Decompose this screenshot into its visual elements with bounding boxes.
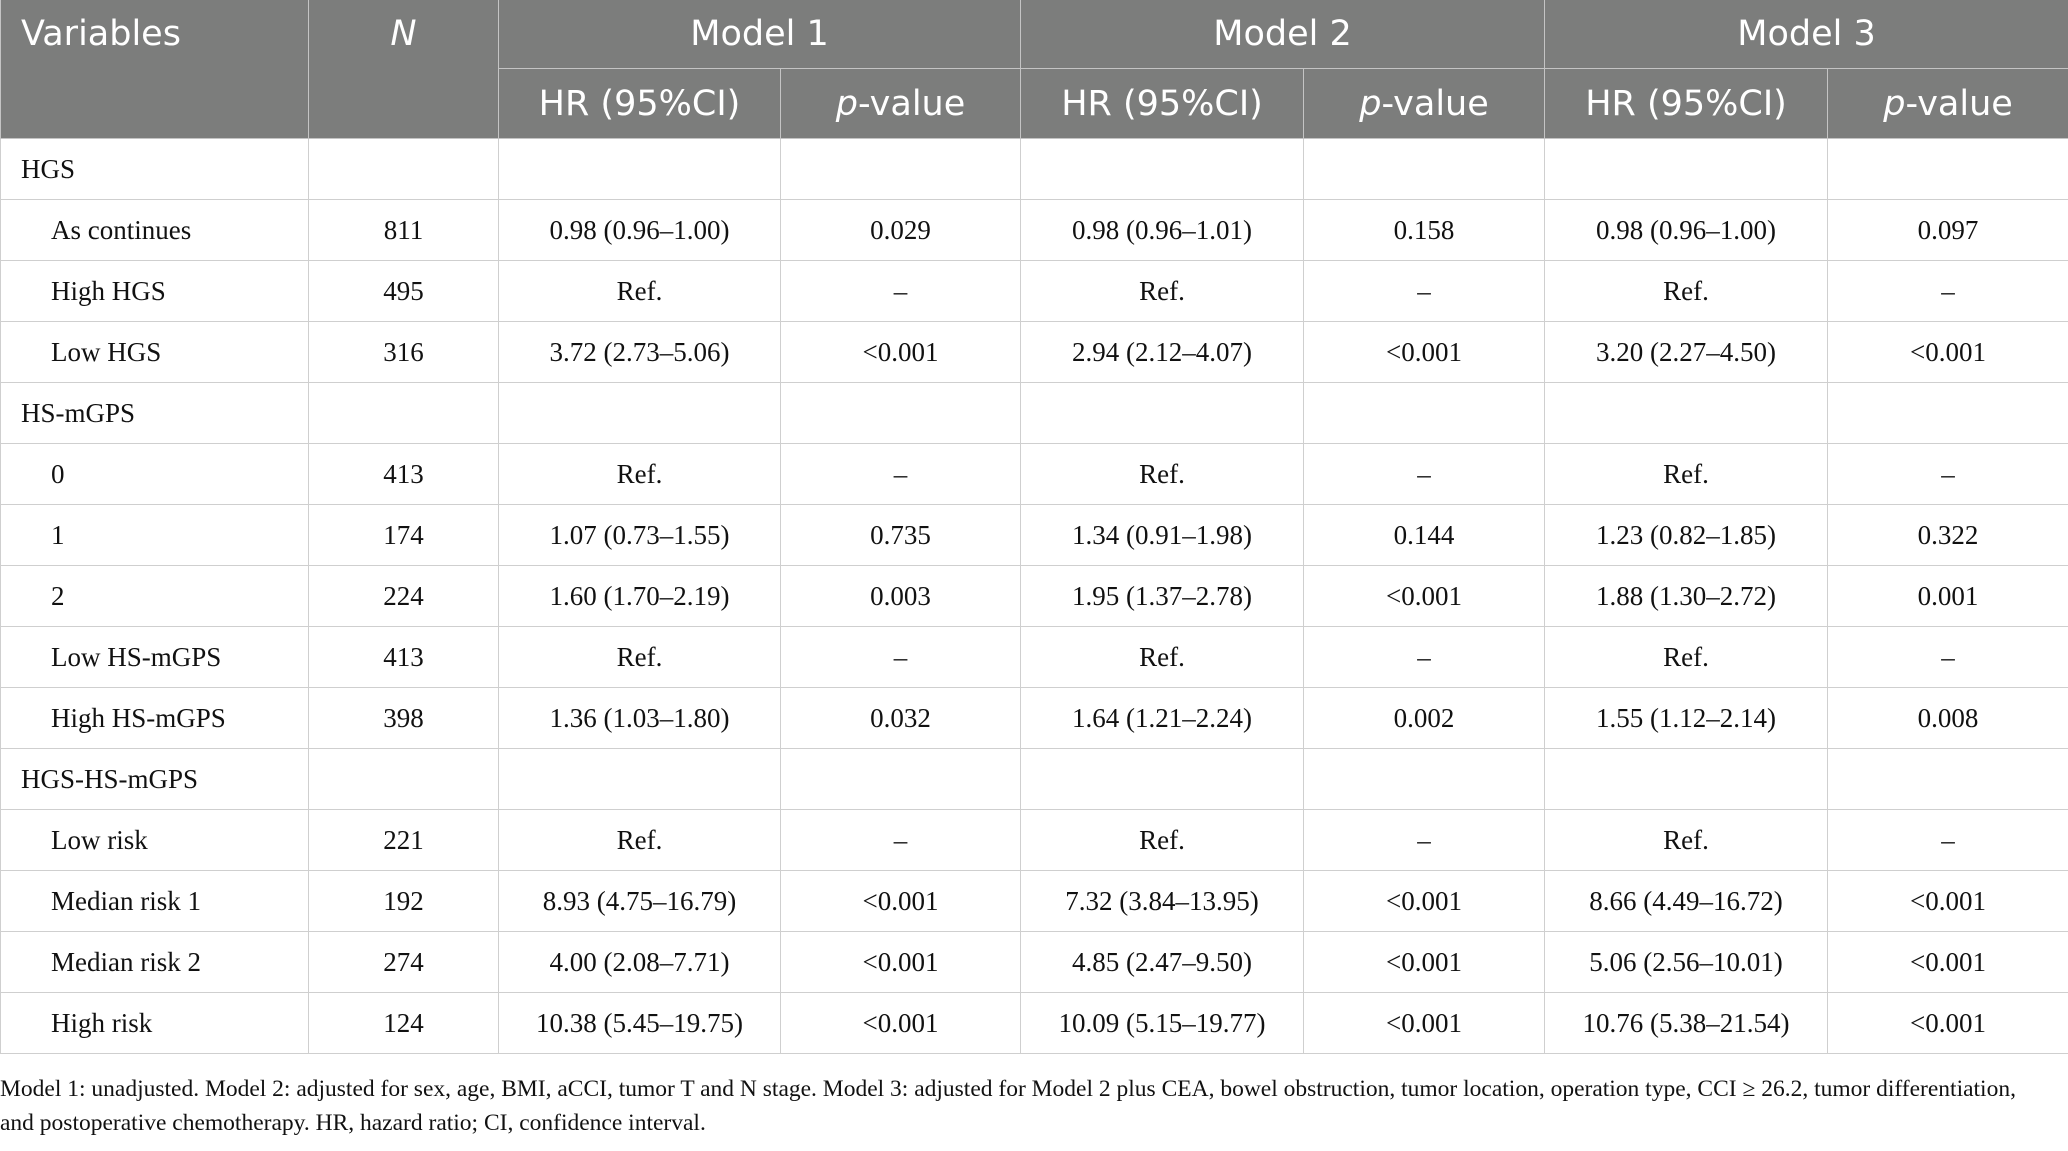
cell-model3-p <box>1828 383 2068 444</box>
p-suffix: -value <box>1905 83 2013 124</box>
cell-model1-p: <0.001 <box>781 993 1021 1054</box>
table-row <box>1 688 2068 749</box>
cell-model2-p <box>1304 139 1545 200</box>
cell-model2-p: <0.001 <box>1304 993 1545 1054</box>
cell-n: 221 <box>309 810 499 871</box>
cell-model3-p: – <box>1828 810 2068 871</box>
cell-model3-hr: 1.88 (1.30–2.72) <box>1545 566 1828 627</box>
cell-model3-p: 0.001 <box>1828 566 2068 627</box>
cell-model2-p <box>1304 383 1545 444</box>
table-footnote: Model 1: unadjusted. Model 2: adjusted for sex, age, BMI, aCCI, tumor T and N stage. Model 3: adjusted for Model 2 plus CEA, bowel obstruction, tumor location, operation type, CCI ≥ 26.2, tumor differentiation, and postoperative chemotherapy. HR, hazard ratio; CI, confidence interval. <box>0 1076 2016 1136</box>
cell-model3-p: <0.001 <box>1828 993 2068 1054</box>
cell-model3-p: <0.001 <box>1828 322 2068 383</box>
cell-model2-p: 0.158 <box>1304 200 1545 261</box>
cell-model1-p: 0.003 <box>781 566 1021 627</box>
table-row <box>1 505 2068 566</box>
cell-model2-p: <0.001 <box>1304 871 1545 932</box>
group-label: HS-mGPS <box>1 383 309 444</box>
header-model-2: Model 2 <box>1021 0 1545 69</box>
row-label: High risk <box>1 993 309 1054</box>
cell-model2-hr: 4.85 (2.47–9.50) <box>1021 932 1304 993</box>
table-row <box>1 139 2068 200</box>
cell-model3-hr: Ref. <box>1545 627 1828 688</box>
table-row <box>1 810 2068 871</box>
cell-n <box>309 749 499 810</box>
table-row <box>1 749 2068 810</box>
cell-model2-hr <box>1021 383 1304 444</box>
cell-model1-p: <0.001 <box>781 932 1021 993</box>
cell-model1-p: – <box>781 444 1021 505</box>
header-pvalue-model-1 <box>781 69 1021 139</box>
header-hr-model-1: HR (95%CI) <box>499 69 781 139</box>
row-label: Median risk 2 <box>1 932 309 993</box>
cell-n: 413 <box>309 444 499 505</box>
cell-model2-hr: Ref. <box>1021 444 1304 505</box>
cell-model3-hr <box>1545 139 1828 200</box>
cell-model1-p <box>781 139 1021 200</box>
cell-model3-p: – <box>1828 444 2068 505</box>
table-row <box>1 322 2068 383</box>
cell-model2-p <box>1304 749 1545 810</box>
cell-model2-hr: 1.95 (1.37–2.78) <box>1021 566 1304 627</box>
cell-model3-hr: Ref. <box>1545 810 1828 871</box>
cell-model2-p: 0.144 <box>1304 505 1545 566</box>
cell-model2-p: <0.001 <box>1304 566 1545 627</box>
cell-model2-hr <box>1021 139 1304 200</box>
cell-model2-hr: 7.32 (3.84–13.95) <box>1021 871 1304 932</box>
row-label: 0 <box>1 444 309 505</box>
header-n: N <box>309 0 499 139</box>
cell-model3-hr: 0.98 (0.96–1.00) <box>1545 200 1828 261</box>
cell-model1-hr: 8.93 (4.75–16.79) <box>499 871 781 932</box>
cell-model1-hr: Ref. <box>499 444 781 505</box>
table-row <box>1 444 2068 505</box>
p-suffix: -value <box>857 83 966 124</box>
cell-n: 495 <box>309 261 499 322</box>
cell-model2-hr: 1.34 (0.91–1.98) <box>1021 505 1304 566</box>
cell-model3-hr: 10.76 (5.38–21.54) <box>1545 993 1828 1054</box>
cell-model2-hr: 10.09 (5.15–19.77) <box>1021 993 1304 1054</box>
cell-n: 811 <box>309 200 499 261</box>
p-letter: p <box>1883 83 1906 124</box>
cell-model1-p: <0.001 <box>781 322 1021 383</box>
cell-model2-hr <box>1021 749 1304 810</box>
group-label: HGS <box>1 139 309 200</box>
table-row <box>1 200 2068 261</box>
header-pvalue-model-3 <box>1828 69 2068 139</box>
row-label: 2 <box>1 566 309 627</box>
cell-model1-hr <box>499 139 781 200</box>
cell-model2-p: – <box>1304 261 1545 322</box>
cell-model3-hr: 1.55 (1.12–2.14) <box>1545 688 1828 749</box>
cell-model1-hr: Ref. <box>499 810 781 871</box>
cell-model1-hr: 1.36 (1.03–1.80) <box>499 688 781 749</box>
row-label: Low HS-mGPS <box>1 627 309 688</box>
table-row <box>1 566 2068 627</box>
table-row <box>1 871 2068 932</box>
cell-n: 224 <box>309 566 499 627</box>
cell-model1-p <box>781 383 1021 444</box>
cell-model3-p: <0.001 <box>1828 932 2068 993</box>
header-model-3: Model 3 <box>1545 0 2068 69</box>
cell-n <box>309 383 499 444</box>
cell-n: 192 <box>309 871 499 932</box>
group-label: HGS-HS-mGPS <box>1 749 309 810</box>
cell-n: 174 <box>309 505 499 566</box>
cell-model2-hr: Ref. <box>1021 261 1304 322</box>
cell-model1-p: <0.001 <box>781 871 1021 932</box>
cell-model1-hr: 4.00 (2.08–7.71) <box>499 932 781 993</box>
row-label: 1 <box>1 505 309 566</box>
table-row <box>1 261 2068 322</box>
cell-model3-p: – <box>1828 627 2068 688</box>
cell-model1-p: – <box>781 627 1021 688</box>
cell-model3-hr: Ref. <box>1545 261 1828 322</box>
row-label: Low HGS <box>1 322 309 383</box>
cell-model1-hr <box>499 749 781 810</box>
cell-model2-p: <0.001 <box>1304 322 1545 383</box>
cell-model1-hr: 3.72 (2.73–5.06) <box>499 322 781 383</box>
p-suffix: -value <box>1381 83 1489 124</box>
cell-model3-hr <box>1545 383 1828 444</box>
cell-model3-hr <box>1545 749 1828 810</box>
header-variables: Variables <box>1 0 309 139</box>
cell-model1-p: 0.032 <box>781 688 1021 749</box>
row-label: Low risk <box>1 810 309 871</box>
cell-model3-hr: Ref. <box>1545 444 1828 505</box>
header-pvalue-model-2 <box>1304 69 1545 139</box>
header-model-1: Model 1 <box>499 0 1021 69</box>
p-letter: p <box>1359 83 1382 124</box>
cell-model1-p: – <box>781 810 1021 871</box>
cell-model1-p <box>781 749 1021 810</box>
cell-model2-p: 0.002 <box>1304 688 1545 749</box>
cell-model1-hr: Ref. <box>499 261 781 322</box>
row-label: High HGS <box>1 261 309 322</box>
cell-model2-hr: Ref. <box>1021 810 1304 871</box>
row-label: Median risk 1 <box>1 871 309 932</box>
cell-model1-hr: 0.98 (0.96–1.00) <box>499 200 781 261</box>
cell-model1-hr: 1.07 (0.73–1.55) <box>499 505 781 566</box>
cell-model2-hr: Ref. <box>1021 627 1304 688</box>
cell-n <box>309 139 499 200</box>
header-hr-model-2: HR (95%CI) <box>1021 69 1304 139</box>
cell-model2-hr: 2.94 (2.12–4.07) <box>1021 322 1304 383</box>
cell-n: 398 <box>309 688 499 749</box>
cell-model3-p: 0.322 <box>1828 505 2068 566</box>
table-header <box>1 0 2068 139</box>
table-row <box>1 627 2068 688</box>
cell-model1-hr: 1.60 (1.70–2.19) <box>499 566 781 627</box>
cell-n: 274 <box>309 932 499 993</box>
cell-n: 413 <box>309 627 499 688</box>
cell-model2-hr: 0.98 (0.96–1.01) <box>1021 200 1304 261</box>
cell-model2-p: – <box>1304 444 1545 505</box>
cell-model2-p: – <box>1304 627 1545 688</box>
cell-model3-p: – <box>1828 261 2068 322</box>
table-body <box>1 139 2068 1054</box>
cell-model1-p: 0.735 <box>781 505 1021 566</box>
table-row <box>1 383 2068 444</box>
cell-model1-hr: 10.38 (5.45–19.75) <box>499 993 781 1054</box>
cell-model3-hr: 3.20 (2.27–4.50) <box>1545 322 1828 383</box>
cell-model3-p: 0.008 <box>1828 688 2068 749</box>
table-row <box>1 993 2068 1054</box>
table-row <box>1 932 2068 993</box>
cell-model1-p: – <box>781 261 1021 322</box>
cell-model3-hr: 5.06 (2.56–10.01) <box>1545 932 1828 993</box>
cell-model3-p: 0.097 <box>1828 200 2068 261</box>
cell-n: 124 <box>309 993 499 1054</box>
row-label: High HS-mGPS <box>1 688 309 749</box>
cell-n: 316 <box>309 322 499 383</box>
cell-model1-hr <box>499 383 781 444</box>
cell-model2-p: <0.001 <box>1304 932 1545 993</box>
cell-model2-hr: 1.64 (1.21–2.24) <box>1021 688 1304 749</box>
cell-model1-hr: Ref. <box>499 627 781 688</box>
header-hr-model-3: HR (95%CI) <box>1545 69 1828 139</box>
cell-model3-p <box>1828 139 2068 200</box>
cell-model3-hr: 8.66 (4.49–16.72) <box>1545 871 1828 932</box>
p-letter: p <box>835 83 858 124</box>
cell-model3-p: <0.001 <box>1828 871 2068 932</box>
cell-model3-p <box>1828 749 2068 810</box>
cell-model2-p: – <box>1304 810 1545 871</box>
cell-model3-hr: 1.23 (0.82–1.85) <box>1545 505 1828 566</box>
cell-model1-p: 0.029 <box>781 200 1021 261</box>
row-label: As continues <box>1 200 309 261</box>
